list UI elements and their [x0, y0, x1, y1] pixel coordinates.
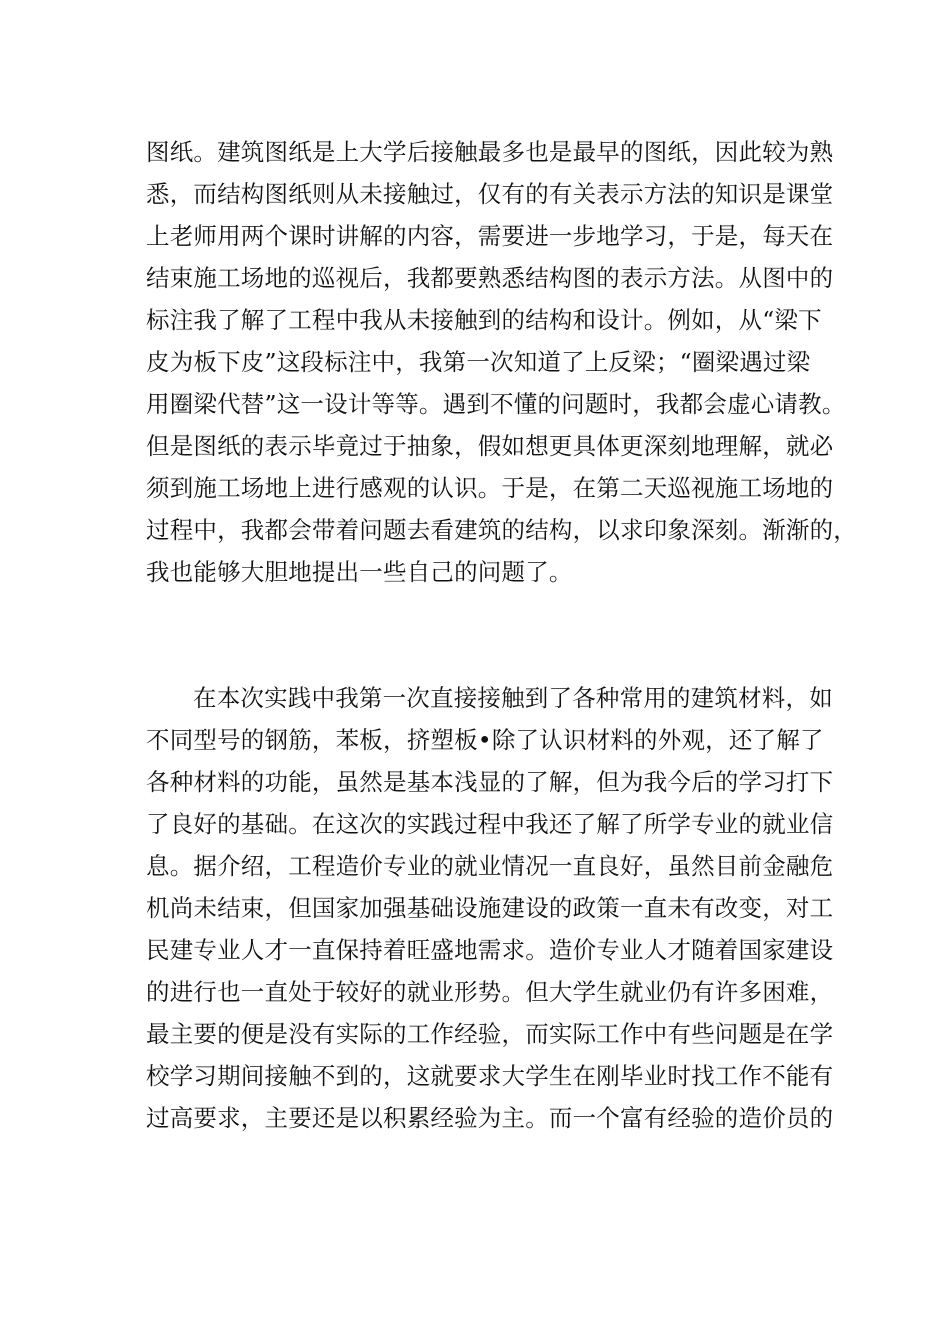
- text-line-first-indented: 在本次实践中我第一次直接接触到了各种常用的建筑材料，如: [193, 684, 833, 712]
- paragraph-2: [146, 677, 834, 1139]
- text-line: 息。据介绍，工程造价专业的就业情况一直良好，虽然目前金融危: [146, 852, 834, 880]
- text-line: 民建专业人才一直保持着旺盛地需求。造价专业人才随着国家建设: [146, 936, 834, 964]
- text-line: 的进行也一直处于较好的就业形势。但大学生就业仍有许多困难，: [146, 978, 834, 1006]
- text-line: 过程中，我都会带着问题去看建筑的结构，以求印象深刻。渐渐的，: [146, 516, 857, 544]
- text-line: 上老师用两个课时讲解的内容，需要进一步地学习，于是，每天在: [146, 222, 834, 250]
- text-line: 用圈梁代替”这一设计等等。遇到不懂的问题时，我都会虚心请教。: [146, 390, 846, 418]
- text-line: 校学习期间接触不到的，这就要求大学生在刚毕业时找工作不能有: [146, 1062, 834, 1090]
- text-line: 我也能够大胆地提出一些自己的问题了。: [146, 558, 573, 586]
- text-line: 但是图纸的表示毕竟过于抽象，假如想更具体更深刻地理解，就必: [146, 432, 834, 460]
- text-line: 悉，而结构图纸则从未接触过，仅有的有关表示方法的知识是课堂: [146, 180, 834, 208]
- text-line: 不同型号的钢筋，苯板，挤塑板•除了认识材料的外观，还了解了: [146, 726, 824, 754]
- text-line: 须到施工场地上进行感观的认识。于是，在第二天巡视施工场地的: [146, 474, 834, 502]
- text-line: 了良好的基础。在这次的实践过程中我还了解了所学专业的就业信: [146, 810, 834, 838]
- text-line: 过高要求，主要还是以积累经验为主。而一个富有经验的造价员的: [146, 1104, 834, 1132]
- text-line: 各种材料的功能，虽然是基本浅显的了解，但为我今后的学习打下: [146, 768, 834, 796]
- text-line: 结束施工场地的巡视后，我都要熟悉结构图的表示方法。从图中的: [146, 264, 834, 292]
- paragraph-1: [146, 131, 857, 593]
- text-line: 机尚未结束，但国家加强基础设施建设的政策一直未有改变，对工: [146, 894, 834, 922]
- text-line: 皮为板下皮”这段标注中，我第一次知道了上反梁；“圈梁遇过梁: [146, 348, 811, 376]
- text-line: 最主要的便是没有实际的工作经验，而实际工作中有些问题是在学: [146, 1020, 834, 1048]
- text-line: 图纸。建筑图纸是上大学后接触最多也是最早的图纸，因此较为熟: [146, 138, 834, 166]
- text-line: 标注我了解了工程中我从未接触到的结构和设计。例如，从“梁下: [146, 306, 822, 334]
